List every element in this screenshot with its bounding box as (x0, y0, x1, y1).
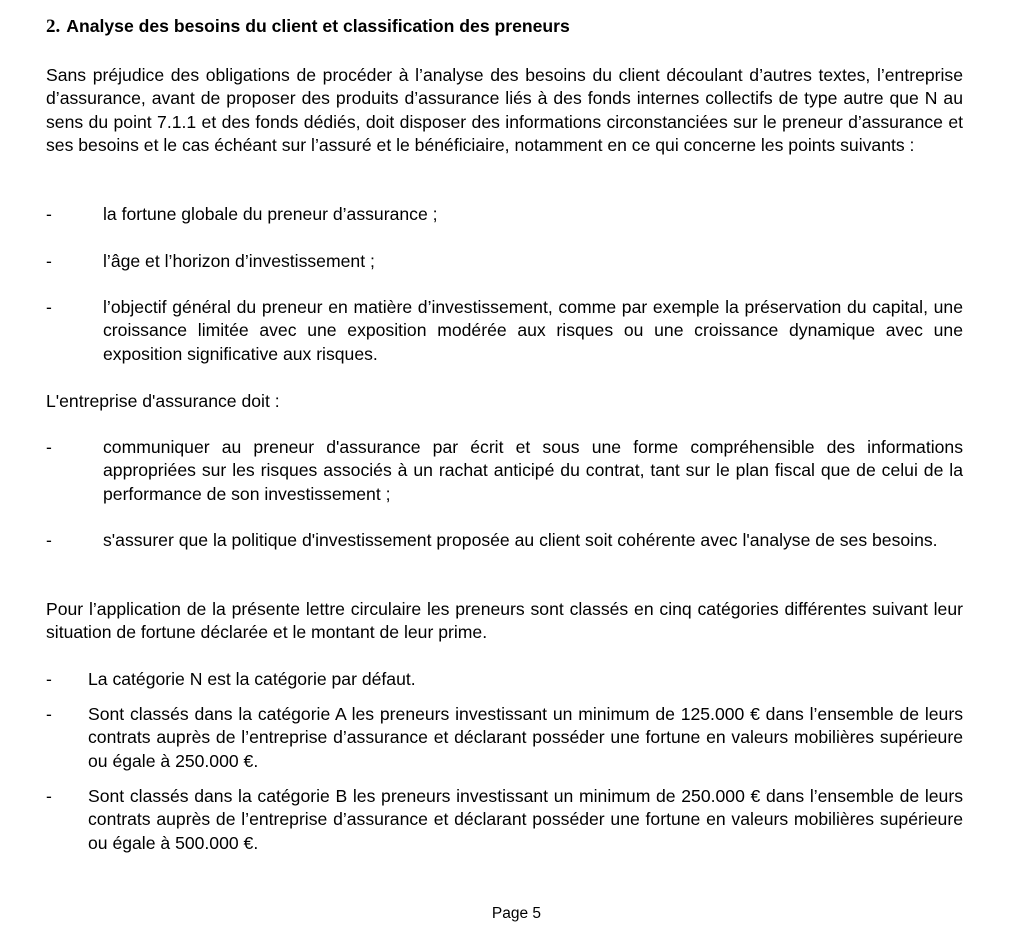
bullet-dash: - (46, 786, 52, 806)
obligations-intro: L'entreprise d'assurance doit : (46, 391, 280, 411)
section-heading (46, 16, 570, 38)
bullet-dash: - (46, 251, 52, 271)
section-number: 2. (46, 16, 61, 37)
list-item-text: la fortune globale du preneur d’assurance ; (103, 204, 438, 224)
list-item-text: l’objectif général du preneur en matière d’investissement, comme par exemple la préservation du capital, une croissance limitée avec une exposition modérée aux risques ou une croissance dynamique avec une exposition significative aux risques. (103, 297, 963, 364)
bullet-dash: - (46, 669, 52, 689)
list-item-text: l’âge et l’horizon d’investissement ; (103, 251, 375, 271)
bullet-dash: - (46, 204, 52, 224)
list-item-text: Sont classés dans la catégorie A les preneurs investissant un minimum de 125.000 € dans l’ensemble de leurs contrats auprès de l’entreprise d’assurance et déclarant posséder une fortune en valeurs mobilières supérieure ou égale à 250.000 €. (88, 704, 963, 771)
bullet-dash: - (46, 530, 52, 550)
intro-paragraph: Sans préjudice des obligations de procéder à l’analyse des besoins du client découlant d’autres textes, l’entreprise d’assurance, avant de proposer des produits d’assurance liés à des fonds internes collectifs de type autre que N au sens du point 7.1.1 et des fonds dédiés, doit disposer des informations circonstanciées sur le preneur d’assurance et ses besoins et le cas échéant sur l’assuré et le bénéficiaire, notamment en ce qui concerne les points suivants : (46, 65, 963, 155)
list-item-text: La catégorie N est la catégorie par défaut. (88, 669, 416, 689)
bullet-dash: - (46, 297, 52, 317)
bullet-dash: - (46, 704, 52, 724)
page-number: Page 5 (491, 905, 542, 922)
list-item-text: s'assurer que la politique d'investissement proposée au client soit cohérente avec l'analyse de ses besoins. (103, 530, 938, 550)
list-item-text: communiquer au preneur d'assurance par écrit et sous une forme compréhensible des informations appropriées sur les risques associés à un rachat anticipé du contrat, tant sur le plan fiscal que de celui de la performance de son investissement ; (103, 437, 963, 504)
list-item-text: Sont classés dans la catégorie B les preneurs investissant un minimum de 250.000 € dans l’ensemble de leurs contrats auprès de l’entreprise d’assurance et déclarant posséder une fortune en valeurs mobilières supérieure ou égale à 500.000 €. (88, 786, 963, 853)
classification-paragraph: Pour l’application de la présente lettre circulaire les preneurs sont classés en cinq catégories différentes suivant leur situation de fortune déclarée et le montant de leur prime. (46, 599, 963, 643)
section-title: Analyse des besoins du client et classification des preneurs (66, 16, 570, 36)
bullet-dash: - (46, 437, 52, 457)
